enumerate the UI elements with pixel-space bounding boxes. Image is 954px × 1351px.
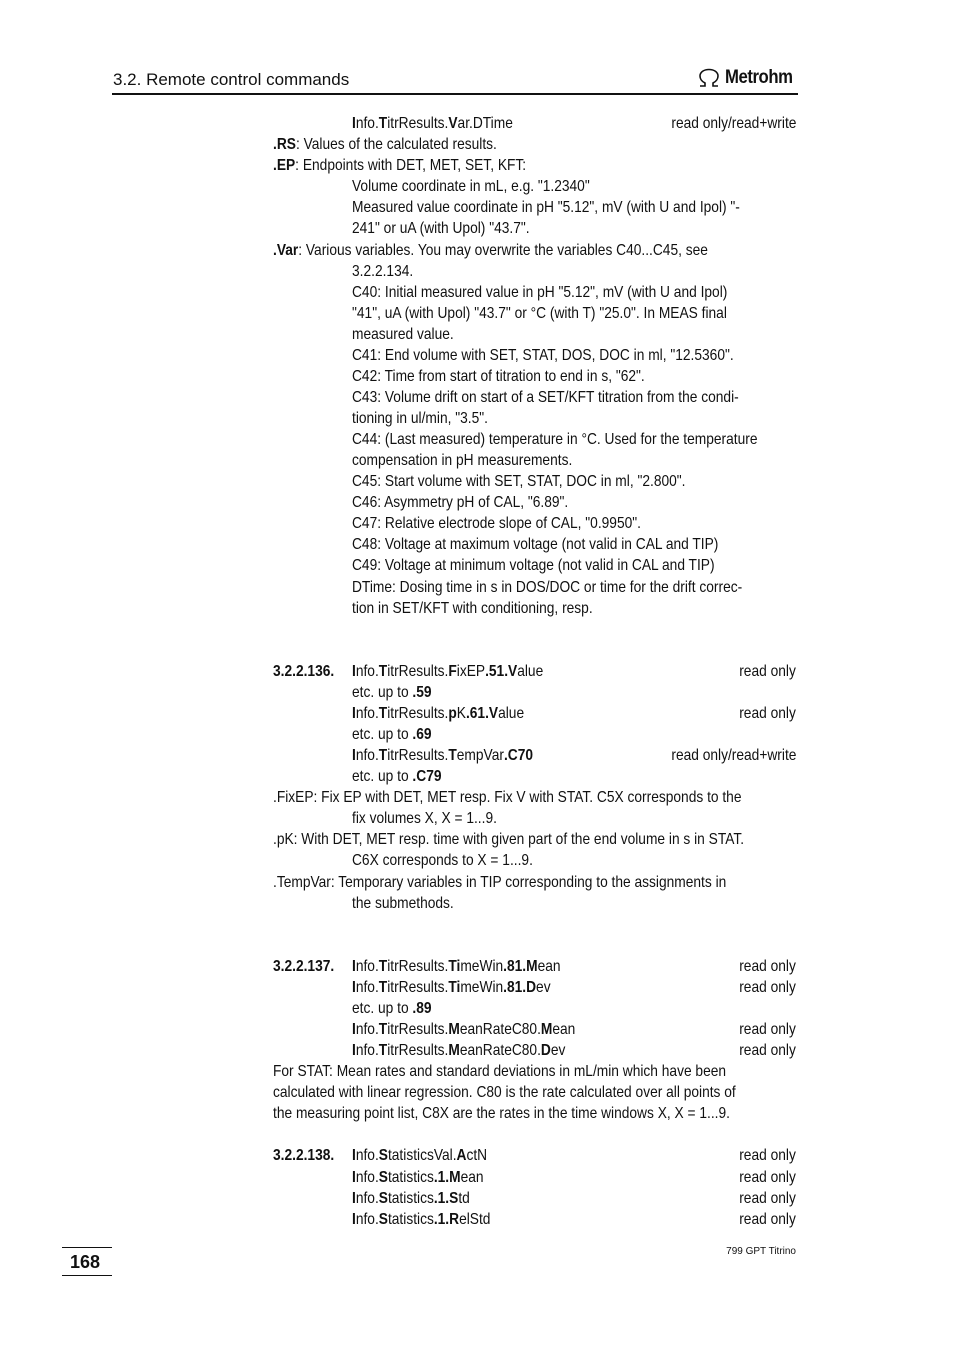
brand-name: Metrohm xyxy=(725,67,793,88)
omega-icon xyxy=(697,68,721,88)
var-line: C49: Voltage at minimum voltage (not valid in CAL and TIP) xyxy=(352,557,715,574)
var-line: C44: (Last measured) temperature in °C. Used for the temperature xyxy=(352,431,758,448)
access-stat-relstd: read only xyxy=(739,1211,796,1228)
note-pk-cont: C6X corresponds to X = 1...9. xyxy=(352,852,533,869)
access-fixep: read only xyxy=(739,663,796,680)
note-fixep: .FixEP: Fix EP with DET, MET resp. Fix V with STAT. C5X corresponds to the xyxy=(273,789,742,806)
page-number-rule-top xyxy=(62,1247,112,1248)
section-number-138: 3.2.2.138. xyxy=(273,1147,335,1164)
cmd-pk-value: Info.TitrResults.pK.61.Value xyxy=(352,705,525,722)
cmd-fixep-value: Info.TitrResults.FixEP.51.Value xyxy=(352,663,544,680)
var-line: C41: End volume with SET, STAT, DOS, DOC in ml, "12.5360". xyxy=(352,347,734,364)
cmd-meanrate-mean: Info.TitrResults.MeanRateC80.Mean xyxy=(352,1021,576,1038)
cmd-statisticsval-actn: Info.StatisticsVal.ActN xyxy=(352,1147,488,1164)
access-pk: read only xyxy=(739,705,796,722)
access-meanrate-dev: read only xyxy=(739,1042,796,1059)
access-meanrate-mean: read only xyxy=(739,1021,796,1038)
range-pk: etc. up to .69 xyxy=(352,726,432,743)
var-line: C47: Relative electrode slope of CAL, "0.9950". xyxy=(352,515,641,532)
var-line: C48: Voltage at maximum voltage (not valid in CAL and TIP) xyxy=(352,536,719,553)
running-header: 3.2. Remote control commands xyxy=(113,70,350,89)
note-tempvar: .TempVar: Temporary variables in TIP corresponding to the assignments in xyxy=(273,874,727,891)
range-fixep: etc. up to .59 xyxy=(352,684,432,701)
access-dtime: read only/read+write xyxy=(670,115,796,132)
note-tempvar-cont: the submethods. xyxy=(352,895,454,912)
header-rule xyxy=(112,93,798,95)
range-timewin: etc. up to .89 xyxy=(352,1000,432,1017)
var-line: measured value. xyxy=(352,326,454,343)
var-line: 3.2.2.134. xyxy=(352,263,414,280)
access-actn: read only xyxy=(739,1147,796,1164)
access-stat-std: read only xyxy=(739,1190,796,1207)
cmd-statistics-mean: Info.Statistics.1.Mean xyxy=(352,1169,484,1186)
cmd-statistics-relstd: Info.Statistics.1.RelStd xyxy=(352,1211,491,1228)
ep-description: .EP: Endpoints with DET, MET, SET, KFT: xyxy=(273,157,527,174)
access-stat-mean: read only xyxy=(739,1169,796,1186)
page-number-rule-bottom xyxy=(62,1275,112,1276)
note-fixep-cont: fix volumes X, X = 1...9. xyxy=(352,810,497,827)
ep-line: 241" or uA (with Upol) "43.7". xyxy=(352,220,530,237)
access-timewin-dev: read only xyxy=(739,979,796,996)
cmd-timewin-dev: Info.TitrResults.TimeWin.81.Dev xyxy=(352,979,551,996)
cmd-tempvar: Info.TitrResults.TempVar.C70 xyxy=(352,747,534,764)
note-stat: the measuring point list, C8X are the rates in the time windows X, X = 1...9. xyxy=(273,1105,730,1122)
section-number-137: 3.2.2.137. xyxy=(273,958,335,975)
var-line: tion in SET/KFT with conditioning, resp. xyxy=(352,600,593,617)
cmd-dtime: Info.TitrResults.Var.DTime xyxy=(352,115,513,132)
var-line: tioning in ul/min, "3.5". xyxy=(352,410,488,427)
var-description: .Var: Various variables. You may overwrite the variables C40...C45, see xyxy=(273,242,708,259)
page-number: 168 xyxy=(70,1252,101,1272)
access-timewin-mean: read only xyxy=(739,958,796,975)
section-number-136: 3.2.2.136. xyxy=(273,663,335,680)
cmd-meanrate-dev: Info.TitrResults.MeanRateC80.Dev xyxy=(352,1042,566,1059)
var-line: DTime: Dosing time in s in DOS/DOC or time for the drift correc- xyxy=(352,579,743,596)
var-line: C43: Volume drift on start of a SET/KFT titration from the condi- xyxy=(352,389,739,406)
note-pk: .pK: With DET, MET resp. time with given part of the end volume in s in STAT. xyxy=(273,831,745,848)
range-tempvar: etc. up to .C79 xyxy=(352,768,442,785)
note-stat: calculated with linear regression. C80 is the rate calculated over all points of xyxy=(273,1084,736,1101)
var-line: "41", uA (with Upol) "43.7" or °C (with T) "25.0". In MEAS final xyxy=(352,305,727,322)
rs-description: .RS: Values of the calculated results. xyxy=(273,136,497,153)
var-line: C46: Asymmetry pH of CAL, "6.89". xyxy=(352,494,569,511)
var-line: compensation in pH measurements. xyxy=(352,452,573,469)
cmd-timewin-mean: Info.TitrResults.TimeWin.81.Mean xyxy=(352,958,561,975)
var-line: C40: Initial measured value in pH "5.12", mV (with U and Ipol) xyxy=(352,284,728,301)
note-stat: For STAT: Mean rates and standard deviations in mL/min which have been xyxy=(273,1063,727,1080)
brand-logo xyxy=(697,66,802,90)
var-line: C42: Time from start of titration to end in s, "62". xyxy=(352,368,645,385)
var-line: C45: Start volume with SET, STAT, DOC in ml, "2.800". xyxy=(352,473,686,490)
access-tempvar: read only/read+write xyxy=(670,747,796,764)
cmd-statistics-std: Info.Statistics.1.Std xyxy=(352,1190,470,1207)
ep-line: Measured value coordinate in pH "5.12", mV (with U and Ipol) "- xyxy=(352,199,740,216)
product-name: 799 GPT Titrino xyxy=(726,1246,796,1257)
ep-line: Volume coordinate in mL, e.g. "1.2340" xyxy=(352,178,590,195)
